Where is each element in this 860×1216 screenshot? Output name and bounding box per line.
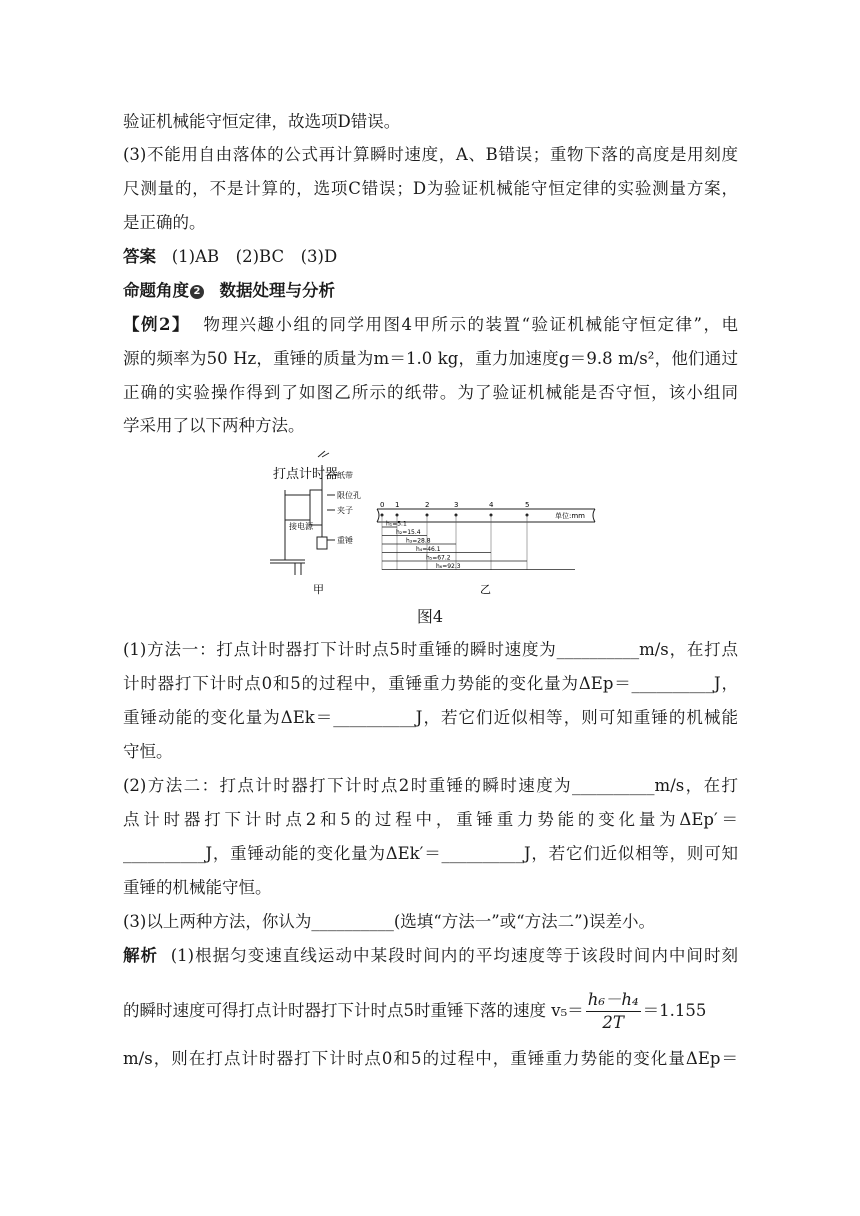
tape-point-label: 1 xyxy=(395,501,400,509)
question-line: 计时器打下计时点0和5的过程中，重锤重力势能的变化量为ΔEp＝__________J， xyxy=(123,674,738,693)
fraction-denominator: 2T xyxy=(602,1013,624,1032)
solution-label: 解析 xyxy=(123,946,159,965)
fraction-numerator: h₆－h₄ xyxy=(586,989,641,1012)
measurement-label: h₅=67.2 xyxy=(426,554,451,562)
left-subcaption: 甲 xyxy=(313,583,324,596)
answer-line xyxy=(123,245,738,269)
answer-text: (1)AB (2)BC (3)D xyxy=(171,247,338,266)
solution-line xyxy=(123,944,738,968)
text-line: 尺测量的，不是计算的，选项C错误；D为验证机械能守恒定律的实验测量方案， xyxy=(123,179,738,198)
text-line: 是正确的。 xyxy=(123,213,206,232)
apparatus-label: 打点计时器 xyxy=(273,467,339,482)
topic-label: 命题角度 xyxy=(123,281,189,300)
text-line: 源的频率为50 Hz，重锤的质量为m＝1.0 kg，重力加速度g＝9.8 m/s²，他们通过 xyxy=(123,349,738,368)
question-line: (3)以上两种方法，你认为__________(选填“方法一”或“方法二”)误差小。 xyxy=(123,912,655,931)
question-line: (2)方法二：打点计时器打下计时点2时重锤的瞬时速度为__________m/s，在打 xyxy=(123,776,738,795)
apparatus-label: 重锤 xyxy=(337,536,353,545)
answer-label: 答案 xyxy=(123,247,156,266)
number-badge-icon: 2 xyxy=(190,285,204,299)
example-line xyxy=(123,313,738,337)
solution-text: (1)根据匀变速直线运动中某段时间内的平均速度等于该段时间内中间时刻 xyxy=(170,946,738,965)
tape-point-label: 3 xyxy=(454,501,459,509)
measurement-label: h₆=92.3 xyxy=(436,563,461,570)
right-subcaption: 乙 xyxy=(480,583,491,596)
unit-label: 单位:mm xyxy=(555,512,585,520)
measurement-label: h₂=15.4 xyxy=(396,529,421,536)
measurement-lines xyxy=(382,521,575,571)
question-line: 守恒。 xyxy=(123,742,173,761)
question-line: 点计时器打下计时点2和5的过程中，重锤重力势能的变化量为ΔEp′＝ xyxy=(123,810,738,829)
apparatus-label: 接电源 xyxy=(289,522,313,531)
figure-4 xyxy=(265,445,600,600)
question-line: __________J，重锤动能的变化量为ΔEk′＝__________J，若它们近似相等，则可知 xyxy=(123,844,738,863)
question-line: (1)方法一：打点计时器打下计时点5时重锤的瞬时速度为__________m/s，在打点 xyxy=(123,640,738,659)
topic-title: 数据处理与分析 xyxy=(219,281,335,300)
apparatus-label: 限位孔 xyxy=(337,491,361,500)
solution-text: ＝1.155 xyxy=(642,1001,707,1020)
figure-caption: 图4 xyxy=(416,607,444,626)
text-line: 验证机械能守恒定律，故选项D错误。 xyxy=(123,112,401,131)
tape-point-label: 4 xyxy=(489,501,494,509)
solution-text: 的瞬时速度可得打点计时器打下计时点5时重锤下落的速度 v₅＝ xyxy=(123,1001,584,1020)
topic-heading xyxy=(123,279,738,303)
tape-point-label: 0 xyxy=(380,501,385,509)
question-line: 重锤的机械能守恒。 xyxy=(123,878,272,897)
solution-line: m/s，则在打点计时器打下计时点0和5的过程中，重锤重力势能的变化量ΔEp＝ xyxy=(123,1049,738,1068)
example-label: 【例2】 xyxy=(123,315,190,334)
apparatus-label: 纸带 xyxy=(337,471,353,480)
solution-formula-line xyxy=(123,986,738,1036)
text-line: 学采用了以下两种方法。 xyxy=(123,416,305,435)
measurement-label: h₃=28.8 xyxy=(406,537,431,545)
measurement-label: h₄=46.1 xyxy=(416,546,441,553)
text-line: 正确的实验操作得到了如图乙所示的纸带。为了验证机械能是否守恒，该小组同 xyxy=(123,383,738,402)
question-line: 重锤动能的变化量为ΔEk＝__________J，若它们近似相等，则可知重锤的机械能 xyxy=(123,708,738,727)
text-line: (3)不能用自由落体的公式再计算瞬时速度，A、B错误；重物下落的高度是用刻度 xyxy=(123,145,738,164)
example-text: 物理兴趣小组的同学用图4甲所示的装置“验证机械能守恒定律”，电 xyxy=(203,315,738,334)
tape-point-label: 2 xyxy=(425,501,430,509)
tape-point-label: 5 xyxy=(525,501,530,509)
apparatus-label: 夹子 xyxy=(337,506,353,515)
measurement-label: h₁=5.1 xyxy=(386,520,407,528)
velocity-fraction xyxy=(586,989,641,1034)
